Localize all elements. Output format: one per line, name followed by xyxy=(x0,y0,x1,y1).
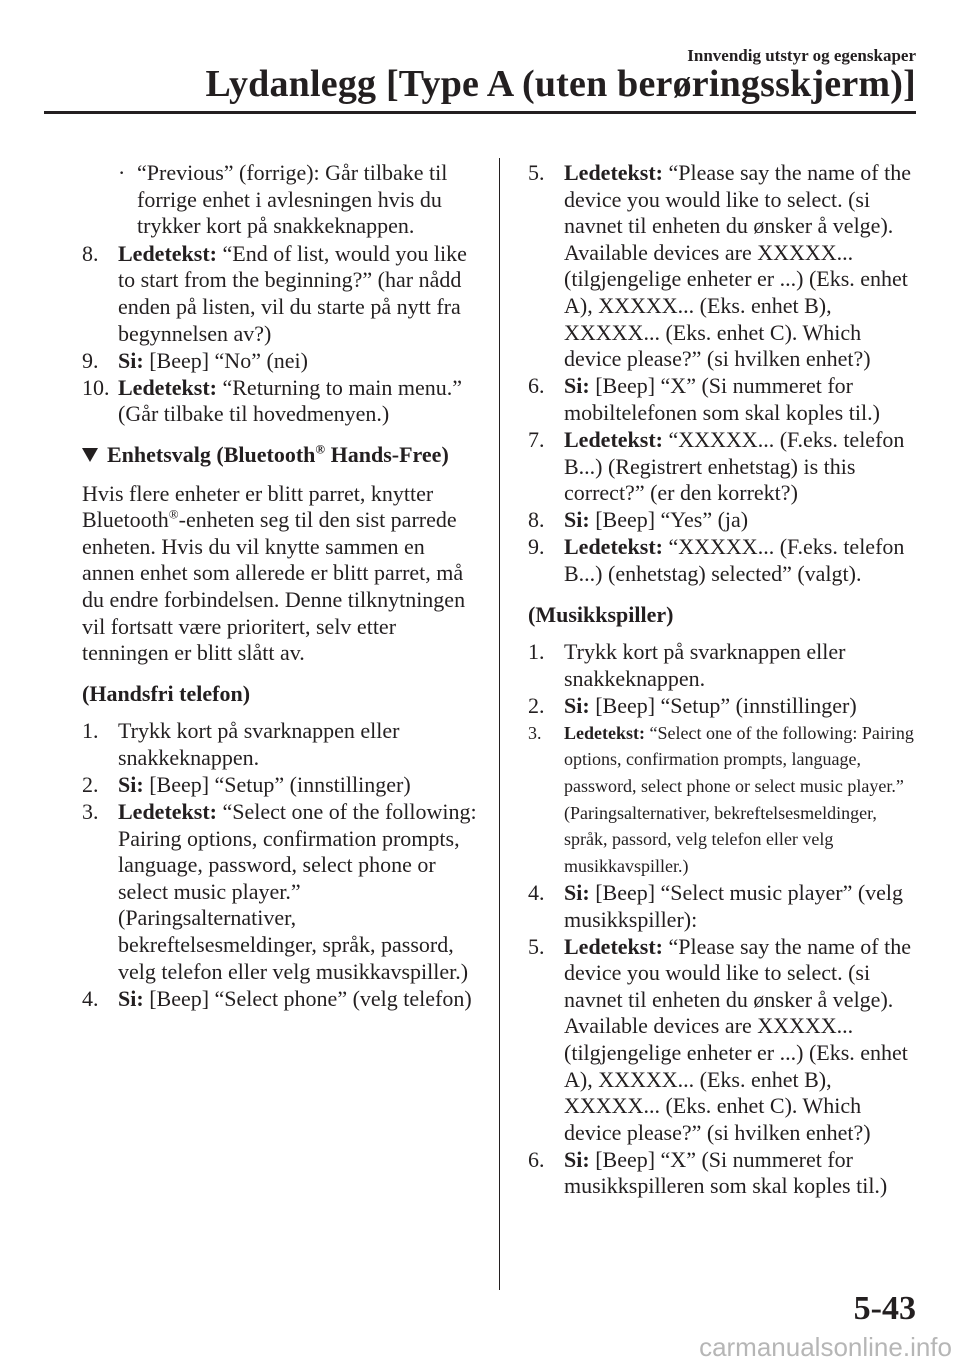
item-label: Ledetekst: xyxy=(564,426,663,452)
body-paragraph: Hvis flere enheter er blitt parret, knytter Bluetooth®-enheten seg til den sist parrede enheten. Hvis du vil knytte sammen en annen enhet som allerede er blitt parret, må du endre forbindelsen. Denne tilknytningen vil fortsatt være prioritert, selv etter tenningen er blitt slått av. xyxy=(82,480,466,666)
item-label: Si: xyxy=(118,771,144,797)
item-text: [Beep] “Select phone” (velg telefon) xyxy=(143,985,472,1011)
item-number: 4. xyxy=(82,985,99,1011)
item-label: Ledetekst: xyxy=(118,799,217,825)
header-rule xyxy=(44,111,916,114)
item-number: 9. xyxy=(82,347,99,373)
item-number: 4. xyxy=(528,879,545,905)
right-steps-bottom xyxy=(528,639,923,1200)
item-label: Si: xyxy=(118,347,144,373)
item-label: Si: xyxy=(118,985,144,1011)
item-text: [Beep] “Select music player” (velg musikkspiller): xyxy=(564,879,904,932)
item-text: “End of list, would you like to start from the beginning?” (har nådd enden på listen, vil du starte på nytt fra begynnelsen av?) xyxy=(118,240,467,346)
item-number: 1. xyxy=(528,639,545,665)
list-item xyxy=(82,375,477,428)
item-number: 8. xyxy=(82,240,99,266)
item-number: 9. xyxy=(528,534,545,560)
section-label: Innvendig utstyr og egenskaper xyxy=(687,46,916,65)
item-text: [Beep] “X” (Si nummeret for musikkspilleren som skal koples til.) xyxy=(564,1146,888,1199)
item-number: 2. xyxy=(82,771,99,797)
item-label: Si: xyxy=(564,373,590,399)
right-steps-top xyxy=(528,160,923,588)
item-label: Si: xyxy=(564,507,590,533)
item-number: 7. xyxy=(528,426,545,452)
list-item xyxy=(528,934,923,1147)
item-text: [Beep] “Yes” (ja) xyxy=(589,507,749,533)
item-number: 2. xyxy=(528,692,545,718)
item-label: Ledetekst: xyxy=(564,722,645,743)
left-column xyxy=(82,160,477,1013)
item-number: 5. xyxy=(528,933,545,959)
bullet-previous xyxy=(82,160,477,240)
item-text: [Beep] “No” (nei) xyxy=(143,347,308,373)
item-text: “Select one of the following: Pairing options, confirmation prompts, language, password, select phone or select music player.” (Paringsalternativer, bekreftelsesmeldinger, språk, passord, velg telefon eller velg musikkavspiller.) xyxy=(564,722,914,876)
list-item xyxy=(82,718,477,771)
item-label: Ledetekst: xyxy=(564,933,663,959)
item-text: [Beep] “Setup” (innstillinger) xyxy=(589,692,857,718)
item-text: “Returning to main menu.” (Går tilbake til hovedmenyen.) xyxy=(118,374,462,427)
page-number: 5-43 xyxy=(853,1290,916,1327)
item-label: Si: xyxy=(564,1146,590,1172)
item-text: Trykk kort på svarknappen eller snakkeknappen. xyxy=(564,639,846,691)
item-text: Trykk kort på svarknappen eller snakkeknappen. xyxy=(118,718,400,770)
heading-text: Enhetsvalg (Bluetooth® Hands-Free) xyxy=(107,441,449,467)
section-heading xyxy=(82,442,477,469)
list-item xyxy=(82,986,477,1013)
item-text: “XXXXX... (F.eks. telefon B...) (enhetstag) selected” (valgt). xyxy=(564,534,905,586)
list-item xyxy=(528,693,923,720)
list-item xyxy=(82,348,477,375)
bullet-dot: · xyxy=(118,160,126,185)
list-item xyxy=(528,534,923,587)
item-label: Si: xyxy=(564,692,590,718)
item-label: Ledetekst: xyxy=(118,374,217,400)
left-steps-bottom xyxy=(82,718,477,1012)
watermark: carmanualsonline.info xyxy=(699,1332,952,1362)
page-title: Lydanlegg [Type A (uten berøringsskjerm)] xyxy=(205,63,916,105)
list-item xyxy=(82,241,477,347)
item-number: 1. xyxy=(82,718,99,744)
item-text: [Beep] “Setup” (innstillinger) xyxy=(143,771,411,797)
list-item xyxy=(528,880,923,933)
item-number: 5. xyxy=(528,160,545,185)
bullet-text: “Previous” (forrige): Går tilbake til forrige enhet i avlesningen hvis du trykker kort på snakkeknappen. xyxy=(137,160,448,239)
item-number: 8. xyxy=(528,507,545,533)
list-item xyxy=(82,799,477,985)
list-item xyxy=(528,639,923,692)
subheading-music-player: (Musikkspiller) xyxy=(528,601,674,627)
item-number: 6. xyxy=(528,373,545,399)
list-item xyxy=(528,373,923,426)
item-number: 6. xyxy=(528,1146,545,1172)
item-text: “Please say the name of the device you would like to select. (si navnet til enheten du ønsker å velge). Available devices are XXXXX... (tilgjengelige enheter er ...) (Eks. enhet A), XXXXX... (Eks. enhet B), XXXXX... (Eks. enhet C). Which device please?” (si hvilken enhet?) xyxy=(564,160,911,372)
item-text: “Please say the name of the device you would like to select. (si navnet til enheten du ønsker å velge). Available devices are XXXXX... (tilgjengelige enheter er ...) (Eks. enhet A), XXXXX... (Eks. enhet B), XXXXX... (Eks. enhet C). Which device please?” (si hvilken enhet?) xyxy=(564,933,911,1145)
list-item xyxy=(528,427,923,507)
item-number: 10. xyxy=(82,374,110,400)
item-number: 3. xyxy=(82,799,99,825)
item-label: Si: xyxy=(564,879,590,905)
list-item xyxy=(528,507,923,534)
list-item xyxy=(82,772,477,799)
item-text: “XXXXX... (F.eks. telefon B...) (Registrert enhetstag) is this correct?” (er den korrekt?) xyxy=(564,426,905,506)
item-text: “Select one of the following: Pairing options, confirmation prompts, language, password, select phone or select music player.” (Paringsalternativer, bekreftelsesmeldinger, språk, passord, velg telefon eller velg musikkavspiller.) xyxy=(118,799,477,984)
list-item xyxy=(528,1147,923,1200)
triangle-marker-icon xyxy=(82,448,98,462)
item-label: Ledetekst: xyxy=(118,240,217,266)
right-column xyxy=(528,160,923,1201)
column-divider xyxy=(499,158,500,1290)
item-label: Ledetekst: xyxy=(564,160,663,185)
list-item xyxy=(528,160,923,373)
list-item xyxy=(528,720,923,880)
left-steps-top xyxy=(82,241,477,428)
subheading-handsfree: (Handsfri telefon) xyxy=(82,680,251,706)
item-label: Ledetekst: xyxy=(564,534,663,560)
item-number: 3. xyxy=(528,722,542,743)
item-text: [Beep] “X” (Si nummeret for mobiltelefonen som skal koples til.) xyxy=(564,373,880,425)
